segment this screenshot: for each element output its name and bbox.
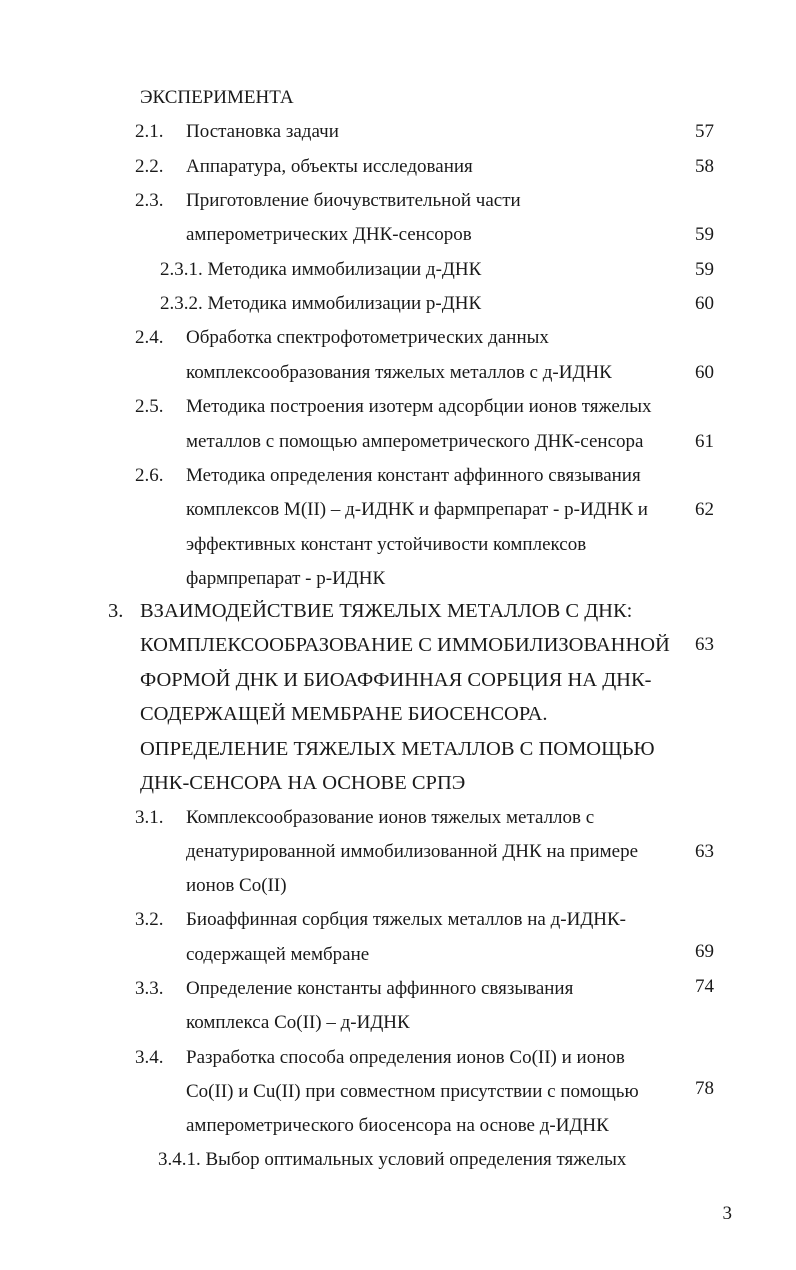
toc-entry-title-cont: комплексов М(II) – д-ИДНК и фармпрепарат - р-ИДНК и <box>186 499 648 520</box>
toc-entry-title: Приготовление биочувствительной части <box>186 190 521 211</box>
toc-entry-title-cont: фармпрепарат - р-ИДНК <box>186 568 386 589</box>
toc-entry-title: Методика построения изотерм адсорбции ионов тяжелых <box>186 396 652 417</box>
toc-entry-title: Аппаратура, объекты исследования <box>186 156 473 177</box>
toc-page-number: 74 <box>695 976 714 997</box>
toc-entry-title: Обработка спектрофотометрических данных <box>186 327 549 348</box>
toc-entry-title-cont: комплекса Co(II) – д-ИДНК <box>186 1012 410 1033</box>
toc-chapter-title-cont: ОПРЕДЕЛЕНИЕ ТЯЖЕЛЫХ МЕТАЛЛОВ С ПОМОЩЬЮ <box>140 738 655 760</box>
toc-entry-title-cont: ионов Co(II) <box>186 875 287 896</box>
toc-chapter-title-cont: ФОРМОЙ ДНК И БИОАФФИННАЯ СОРБЦИЯ НА ДНК- <box>140 669 652 691</box>
toc-page-number: 78 <box>695 1078 714 1099</box>
toc-number: 3.3. <box>135 978 164 999</box>
toc-chapter-title-cont: КОМПЛЕКСООБРАЗОВАНИЕ С ИММОБИЛИЗОВАННОЙ <box>140 634 670 656</box>
toc-chapter-title: ВЗАИМОДЕЙСТВИЕ ТЯЖЕЛЫХ МЕТАЛЛОВ С ДНК: <box>140 600 633 622</box>
toc-page-number: 69 <box>695 941 714 962</box>
toc-entry-title: Методика определения констант аффинного связывания <box>186 465 641 486</box>
page-footer-number: 3 <box>722 1203 732 1224</box>
toc-entry-title-cont: денатурированной иммобилизованной ДНК на примере <box>186 841 639 862</box>
toc-chapter-title-cont: ДНК-СЕНСОРА НА ОСНОВЕ СРПЭ <box>140 772 466 794</box>
toc-number: 2.3. <box>135 190 164 211</box>
toc-page-number: 63 <box>695 841 714 862</box>
toc-number: 3.2. <box>135 909 164 930</box>
toc-subentry: 2.3.1. Методика иммобилизации д-ДНК <box>160 259 482 280</box>
toc-page-number: 59 <box>695 224 714 245</box>
toc-heading-continued: ЭКСПЕРИМЕНТА <box>140 87 294 108</box>
toc-entry-title-cont: комплексообразования тяжелых металлов с д-ИДНК <box>186 362 612 383</box>
toc-entry-title-cont: эффективных констант устойчивости комплексов <box>186 534 587 555</box>
toc-page-number: 61 <box>695 431 714 452</box>
toc-number: 2.4. <box>135 327 164 348</box>
toc-entry-title-cont: металлов с помощью амперометрического ДНК-сенсора <box>186 431 644 452</box>
toc-entry-title-cont: содержащей мембране <box>186 944 370 965</box>
toc-number: 3.4. <box>135 1047 164 1068</box>
toc-entry-title: Разработка способа определения ионов Co(II) и ионов <box>186 1047 625 1068</box>
toc-page-number: 63 <box>695 634 714 655</box>
toc-number: 2.6. <box>135 465 164 486</box>
toc-number: 2.5. <box>135 396 164 417</box>
toc-page-number: 57 <box>695 121 714 142</box>
toc-page-number: 60 <box>695 293 714 314</box>
toc-entry-title: Биоаффинная сорбция тяжелых металлов на д-ИДНК- <box>186 909 626 930</box>
toc-page-number: 62 <box>695 499 714 520</box>
toc-entry-title-cont: Co(II) и Cu(II) при совместном присутствии с помощью <box>186 1081 639 1102</box>
toc-subentry: 3.4.1. Выбор оптимальных условий определения тяжелых <box>158 1149 627 1170</box>
toc-entry-title-cont: амперометрического биосенсора на основе д-ИДНК <box>186 1115 609 1136</box>
toc-number: 2.1. <box>135 121 164 142</box>
toc-subentry: 2.3.2. Методика иммобилизации р-ДНК <box>160 293 482 314</box>
toc-number: 3.1. <box>135 807 164 828</box>
toc-entry-title: Постановка задачи <box>186 121 339 142</box>
toc-entry-title: Определение константы аффинного связывания <box>186 978 574 999</box>
toc-chapter-title-cont: СОДЕРЖАЩЕЙ МЕМБРАНЕ БИОСЕНСОРА. <box>140 703 548 725</box>
toc-page-number: 60 <box>695 362 714 383</box>
toc-chapter-number: 3. <box>108 600 124 622</box>
toc-entry-title: Комплексообразование ионов тяжелых металлов с <box>186 807 595 828</box>
toc-page-number: 59 <box>695 259 714 280</box>
toc-number: 2.2. <box>135 156 164 177</box>
toc-page-number: 58 <box>695 156 714 177</box>
toc-entry-title-cont: амперометрических ДНК-сенсоров <box>186 224 472 245</box>
